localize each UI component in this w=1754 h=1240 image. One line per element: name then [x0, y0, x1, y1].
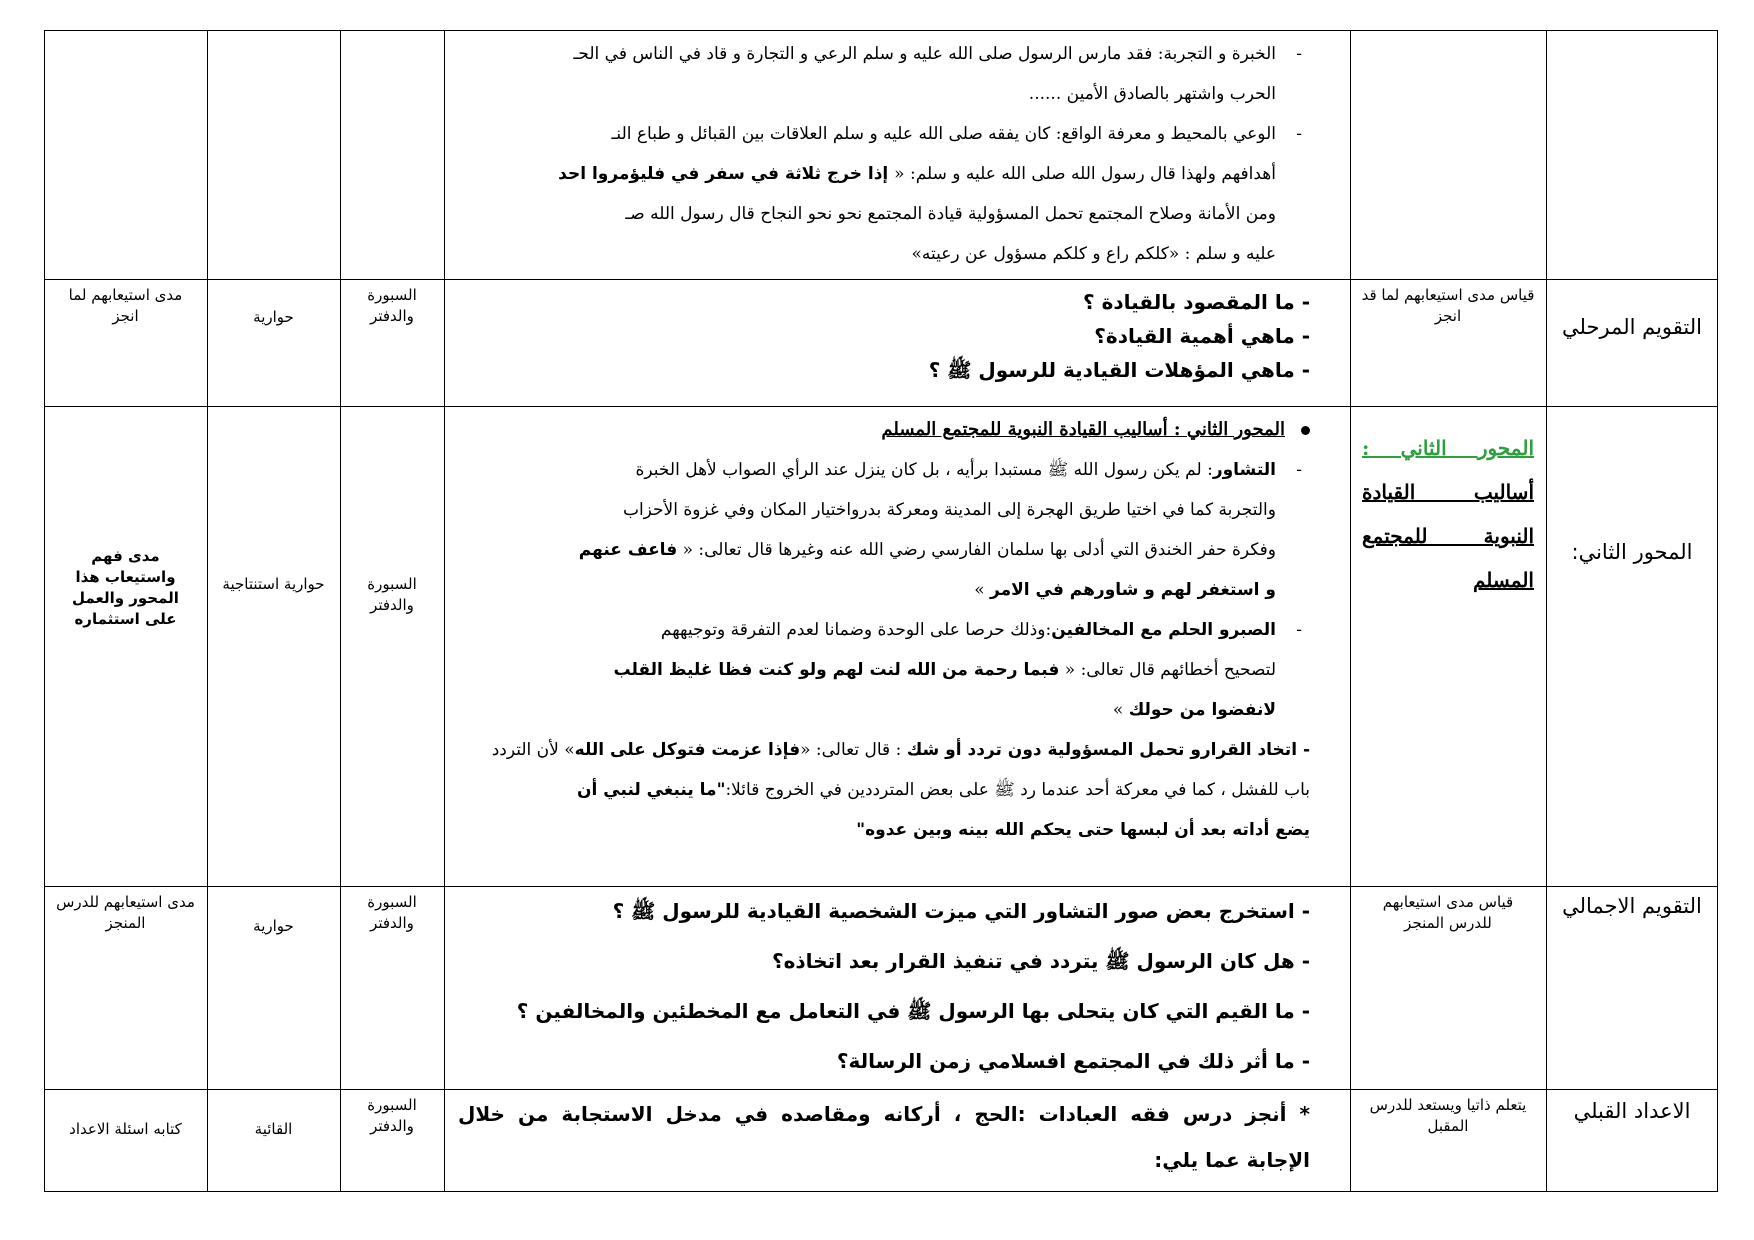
quote: و استغفر لهم و شاورهم في الامر [990, 580, 1276, 600]
stage-label: التقويم الاجمالي [1562, 894, 1702, 918]
assessment-text: مدى استيعابهم لما انجز [68, 286, 183, 325]
method-text: حوارية [253, 308, 294, 326]
objective-cell-interim [1350, 279, 1546, 406]
assessment-cell-second-axis [44, 406, 207, 886]
decision-term: - اتخاد القرارو تحمل المسؤولية دون تردد أو شك [906, 740, 1310, 760]
shura-item: - التشاور: لم يكن رسول الله ﷺ مستبدا برأيه ، بل كان ينزل عند الرأي الصواب لأهل الخبرة والتجربة كما في اختيا طريق الهجرة إلى المدينة ومعركة بدرواختيار المكان وفي غزوة الأحزاب وفكرة حفر الخندق التي أدلى بها سلمان الفارسي رضي الله عنه وغيرها قال تعالى: « فاعف عنهم و استغفر لهم و شاورهم في الامر » [454, 450, 1310, 610]
method-text: حوارية [253, 917, 294, 935]
assessment-cell-interim [44, 279, 207, 406]
stage-cell-summative [1546, 886, 1718, 1089]
objective-cell-preparation [1350, 1089, 1546, 1192]
supports-cell-summative [340, 886, 444, 1089]
content-line: و استغفر لهم و شاورهم في الامر » [974, 580, 1276, 600]
supports-cell-second-axis [340, 406, 444, 886]
method-cell-second-axis [207, 406, 340, 886]
question: - هل كان الرسول ﷺ يتردد في تنفيذ القرار بعد اتخاذه؟ [771, 949, 1310, 973]
assessment-text: مدى استيعابهم للدرس المنجز [56, 893, 195, 932]
content-line: * أنجز درس فقه العبادات :الحج ، أركانه ومقاصده في مدخل الاستجابة من خلال [458, 1102, 1310, 1126]
objective-text: يتعلم ذاتيا ويستعد للدرس المقبل [1369, 1096, 1527, 1135]
supports-text: السبورة والدفتر [367, 286, 417, 325]
stage-cell-second-axis [1546, 406, 1718, 886]
patience-item: - الصبرو الحلم مع المخالفين:وذلك حرصا على الوحدة وضمانا لعدم التفرقة وتوجيههم لتصحيح أخطائهم قال تعالى: « فبما رحمة من الله لنت لهم ولو كنت فظا غليظ القلب لانفضوا من حولك » [454, 610, 1310, 730]
objective-line: النبوية للمجتمع [1362, 524, 1534, 548]
content-cell-interim [444, 279, 1350, 406]
objective-line: المسلم [1473, 568, 1534, 592]
content-line: ومن الأمانة وصلاح المجتمع تحمل المسؤولية قيادة المجتمع نحو نحو النجاح قال رسول الله صـ [625, 204, 1276, 224]
question: - ما القيم التي كان يتحلى بها الرسول ﷺ في التعامل مع المخطئين والمخالفين ؟ [516, 999, 1310, 1023]
supports-cell-interim [340, 279, 444, 406]
method-cell-preparation [207, 1089, 340, 1192]
question: - ما المقصود بالقيادة ؟ [1083, 290, 1310, 314]
content-line: :وذلك حرصا على الوحدة وضمانا لعدم التفرقة وتوجيههم [660, 620, 1052, 640]
content-line: - اتخاد القرارو تحمل المسؤولية دون تردد أو شك : قال تعالى: «فإذا عزمت فتوكل على الله» لأن التردد [491, 740, 1310, 760]
content-item: - الوعي بالمحيط و معرفة الواقع: كان يفقه صلى الله عليه و سلم العلاقات بين القبائل و طباع النـ أهدافهم ولهذا قال رسول الله صلى الله عليه و سلم: « إذا خرج ثلاثة في سفر في فليؤمروا احد ومن الأمانة وصلاح المجتمع تحمل المسؤولية قيادة المجتمع نحو نحو النجاح قال رسول الله صـ عليه و سلم : «كلكم راع و كلكم مسؤول عن رعيته» [444, 114, 1310, 274]
quote: "ما ينبغي لنبي أن [577, 780, 726, 800]
objective-line: أساليب القيادة [1362, 480, 1534, 504]
content-line: لتصحيح أخطائهم قال تعالى: « فبما رحمة من الله لنت لهم ولو كنت فظا غليظ القلب [613, 660, 1276, 680]
assessment-text: كتابه اسئلة الاعداد [69, 1120, 182, 1138]
supports-cell-preparation [340, 1089, 444, 1192]
question: - ماهي المؤهلات القيادية للرسول ﷺ ؟ [928, 358, 1310, 382]
content-line: الوعي بالمحيط و معرفة الواقع: كان يفقه صلى الله عليه و سلم العلاقات بين القبائل و طباع النـ [611, 124, 1276, 144]
question: - ماهي أهمية القيادة؟ [1094, 324, 1310, 348]
assessment-cell-summative [44, 886, 207, 1089]
quote: يضع أداته بعد أن لبسها حتى يحكم الله بينه وبين عدوه" [856, 820, 1310, 840]
assessment-cell-preparation [44, 1089, 207, 1192]
objective-cell-second-axis [1350, 406, 1546, 886]
content-line: أهدافهم ولهذا قال رسول الله صلى الله عليه و سلم: « إذا خرج ثلاثة في سفر في فليؤمروا احد [558, 164, 1276, 184]
patience-term: الصبرو الحلم مع المخالفين [1051, 620, 1276, 640]
method-cell-summative [207, 886, 340, 1089]
content-item: - الخبرة و التجربة: فقد مارس الرسول صلى الله عليه و سلم الرعي و التجارة و قاد في الناس في الحـ الحرب واشتهر بالصادق الأمين ...... [444, 34, 1310, 114]
content-line: : لم يكن رسول الله ﷺ مستبدا برأيه ، بل كان ينزل عند الرأي الصواب لأهل الخبرة [635, 460, 1213, 480]
objective-cell-summative [1350, 886, 1546, 1089]
quote: إذا خرج ثلاثة في سفر في فليؤمروا احد [558, 164, 895, 184]
content-line: عليه و سلم : «كلكم راع و كلكم مسؤول عن رعيته» [911, 244, 1276, 264]
question: - ما أثر ذلك في المجتمع افسلامي زمن الرسالة؟ [836, 1049, 1310, 1073]
method-text: حوارية استنتاجية [222, 575, 325, 593]
content-cell-second-axis [444, 406, 1350, 886]
question: - استخرج بعض صور التشاور التي ميزت الشخصية القيادية للرسول ﷺ ؟ [612, 899, 1310, 923]
decision-item [454, 730, 1310, 850]
stage-label: التقويم المرحلي [1562, 315, 1702, 339]
quote: لانفضوا من حولك [1128, 700, 1276, 720]
content-line: الحرب واشتهر بالصادق الأمين ...... [1028, 84, 1276, 104]
content-cell-continuation [444, 30, 1350, 279]
quote: فاعف عنهم [578, 540, 678, 560]
quote: فإذا عزمت فتوكل على الله [574, 740, 801, 760]
supports-text: السبورة والدفتر [367, 1096, 417, 1135]
objective-title: المحور الثاني : [1362, 436, 1534, 460]
content-line: وفكرة حفر الخندق التي أدلى بها سلمان الفارسي رضي الله عنه وغيرها قال تعالى: « فاعف عنهم [578, 540, 1276, 560]
shura-term: التشاور [1212, 460, 1276, 480]
content-line: الإجابة عما يلي: [1154, 1148, 1310, 1172]
assessment-text: مدى فهم واستيعاب هذا المحور والعمل على استثماره [72, 547, 179, 628]
content-line: باب للفشل ، كما في معركة أحد عندما رد ﷺ على بعض المترددين في الخروج قائلا:"ما ينبغي لنبي أن [577, 780, 1310, 800]
section-heading: المحور الثاني : أساليب القيادة النبوية للمجتمع المسلم [454, 410, 1310, 450]
content-line: والتجربة كما في اختيا طريق الهجرة إلى المدينة ومعركة بدرواختيار المكان وفي غزوة الأحزاب [622, 500, 1276, 520]
supports-text: السبورة والدفتر [367, 575, 417, 614]
content-cell-summative [444, 886, 1350, 1089]
content-line: الخبرة و التجربة: فقد مارس الرسول صلى الله عليه و سلم الرعي و التجارة و قاد في الناس في الحـ [573, 44, 1276, 64]
quote: فبما رحمة من الله لنت لهم ولو كنت فظا غليظ القلب [613, 660, 1060, 680]
objective-text: قياس مدى استيعابهم للدرس المنجز [1382, 893, 1514, 932]
method-cell-interim [207, 279, 340, 406]
objective-text: قياس مدى استيعابهم لما قد انجز [1361, 286, 1535, 325]
method-text: القائية [254, 1120, 293, 1138]
stage-label: المحور الثاني: [1571, 540, 1693, 564]
content-line [454, 810, 1310, 850]
lesson-plan-table [44, 30, 1718, 1192]
content-line: لانفضوا من حولك » [1112, 700, 1276, 720]
content-cell-preparation [444, 1089, 1350, 1192]
supports-text: السبورة والدفتر [367, 893, 417, 932]
stage-label: الاعداد القبلي [1573, 1099, 1691, 1123]
stage-cell-interim [1546, 279, 1718, 406]
bullet-icon [1301, 426, 1310, 435]
stage-cell-preparation [1546, 1089, 1718, 1192]
